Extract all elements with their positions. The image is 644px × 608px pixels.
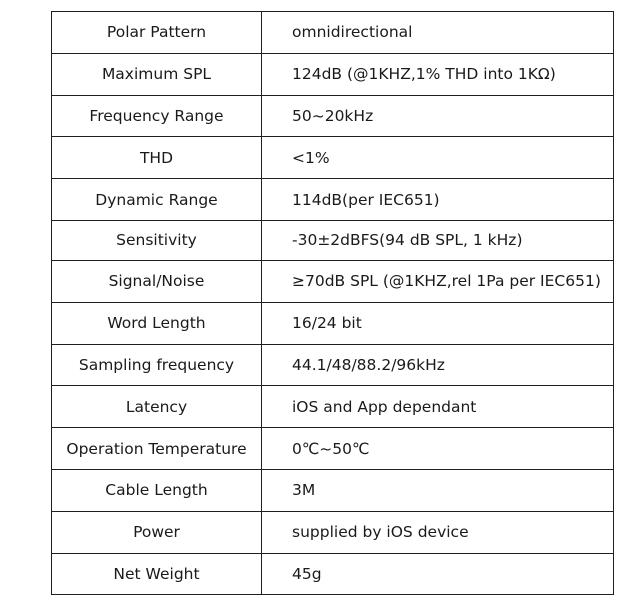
spec-value-sensitivity: -30±2dBFS(94 dB SPL, 1 kHz) xyxy=(262,220,614,260)
table-row xyxy=(52,553,614,595)
spec-value-dynamic-range: 114dB(per IEC651) xyxy=(262,179,614,221)
table-row xyxy=(52,469,614,511)
spec-value-net-weight: 45g xyxy=(262,553,614,595)
table-row xyxy=(52,511,614,553)
spec-label-dynamic-range: Dynamic Range xyxy=(52,179,262,221)
table-row xyxy=(52,428,614,470)
spec-value-thd: <1% xyxy=(262,137,614,179)
spec-label-polar-pattern: Polar Pattern xyxy=(52,12,262,54)
spec-value-power: supplied by iOS device xyxy=(262,511,614,553)
spec-label-power: Power xyxy=(52,511,262,553)
table-row xyxy=(52,137,614,179)
spec-label-signal-noise: Signal/Noise xyxy=(52,260,262,302)
spec-value-cable-length: 3M xyxy=(262,469,614,511)
table-row xyxy=(52,12,614,54)
spec-label-net-weight: Net Weight xyxy=(52,553,262,595)
spec-label-sampling-frequency: Sampling frequency xyxy=(52,344,262,386)
spec-label-maximum-spl: Maximum SPL xyxy=(52,53,262,95)
table-row xyxy=(52,220,614,260)
spec-value-frequency-range: 50~20kHz xyxy=(262,95,614,137)
table-row xyxy=(52,260,614,302)
spec-label-frequency-range: Frequency Range xyxy=(52,95,262,137)
spec-label-latency: Latency xyxy=(52,386,262,428)
table-row xyxy=(52,95,614,137)
table-row xyxy=(52,179,614,221)
spec-value-sampling-frequency: 44.1/48/88.2/96kHz xyxy=(262,344,614,386)
spec-value-latency: iOS and App dependant xyxy=(262,386,614,428)
spec-table xyxy=(51,11,614,595)
spec-table-body xyxy=(52,12,614,595)
table-row xyxy=(52,386,614,428)
table-row xyxy=(52,302,614,344)
spec-value-word-length: 16/24 bit xyxy=(262,302,614,344)
spec-value-polar-pattern: omnidirectional xyxy=(262,12,614,54)
table-row xyxy=(52,53,614,95)
table-row xyxy=(52,344,614,386)
spec-value-signal-noise: ≥70dB SPL (@1KHZ,rel 1Pa per IEC651) xyxy=(262,260,614,302)
spec-label-operation-temperature: Operation Temperature xyxy=(52,428,262,470)
spec-value-maximum-spl: 124dB (@1KHZ,1% THD into 1KΩ) xyxy=(262,53,614,95)
spec-label-word-length: Word Length xyxy=(52,302,262,344)
spec-label-cable-length: Cable Length xyxy=(52,469,262,511)
spec-label-thd: THD xyxy=(52,137,262,179)
spec-value-operation-temperature: 0℃~50℃ xyxy=(262,428,614,470)
spec-label-sensitivity: Sensitivity xyxy=(52,220,262,260)
